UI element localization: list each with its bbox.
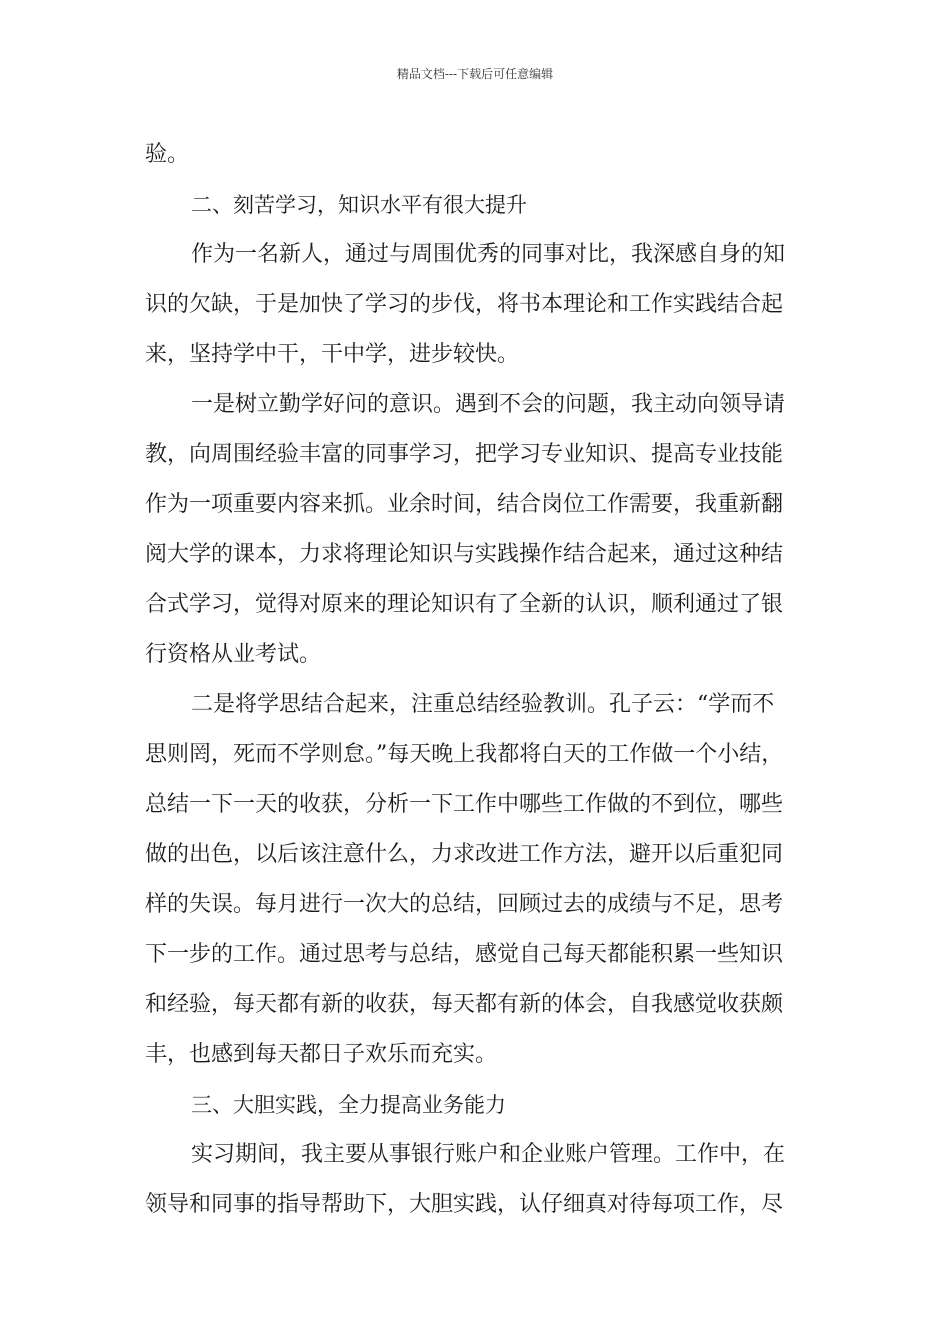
text-line: 来，坚持学中干，干中学，进步较快。 xyxy=(145,342,520,367)
text-line: 二是将学思结合起来，注重总结经验教训。孔子云：“学而不 xyxy=(191,692,775,717)
text-line: 作为一项重要内容来抓。业余时间，结合岗位工作需要，我重新翻 xyxy=(145,492,784,517)
text-line: 教，向周围经验丰富的同事学习，把学习专业知识、提高专业技能 xyxy=(145,442,784,467)
text-line: 实习期间，我主要从事银行账户和企业账户管理。工作中，在 xyxy=(191,1142,786,1167)
text-line: 阅大学的课本，力求将理论知识与实践操作结合起来，通过这种结 xyxy=(145,542,784,567)
text-line: 和经验，每天都有新的收获，每天都有新的体会，自我感觉收获颇 xyxy=(145,992,784,1017)
text-line: 一是树立勤学好问的意识。遇到不会的问题，我主动向领导请 xyxy=(191,392,786,417)
document-body xyxy=(145,130,810,1230)
page-header: 精品文档---下载后可任意编辑 xyxy=(396,67,554,81)
text-line: 合式学习，觉得对原来的理论知识有了全新的认识，顺利通过了银 xyxy=(145,592,784,617)
text-line: 总结一下一天的收获，分析一下工作中哪些工作做的不到位，哪些 xyxy=(145,792,784,817)
text-line: 领导和同事的指导帮助下，大胆实践，认仔细真对待每项工作，尽 xyxy=(145,1192,784,1217)
text-line: 丰，也感到每天都日子欢乐而充实。 xyxy=(145,1042,498,1067)
section-heading: 三、大胆实践，全力提高业务能力 xyxy=(191,1093,506,1117)
text-line: 作为一名新人，通过与周围优秀的同事对比，我深感自身的知 xyxy=(191,242,786,267)
text-line: 下一步的工作。通过思考与总结，感觉自己每天都能积累一些知识 xyxy=(145,942,784,967)
section-heading: 二、刻苦学习，知识水平有很大提升 xyxy=(191,193,527,217)
text-line: 思则罔，死而不学则怠。”每天晚上我都将白天的工作做一个小结， xyxy=(145,742,784,767)
text-line: 识的欠缺，于是加快了学习的步伐，将书本理论和工作实践结合起 xyxy=(145,292,784,317)
text-line: 样的失误。每月进行一次大的总结，回顾过去的成绩与不足，思考 xyxy=(145,892,784,917)
text-line: 做的出色，以后该注意什么，力求改进工作方法，避开以后重犯同 xyxy=(145,842,784,867)
text-line: 验。 xyxy=(145,142,190,167)
text-line: 行资格从业考试。 xyxy=(145,642,322,667)
